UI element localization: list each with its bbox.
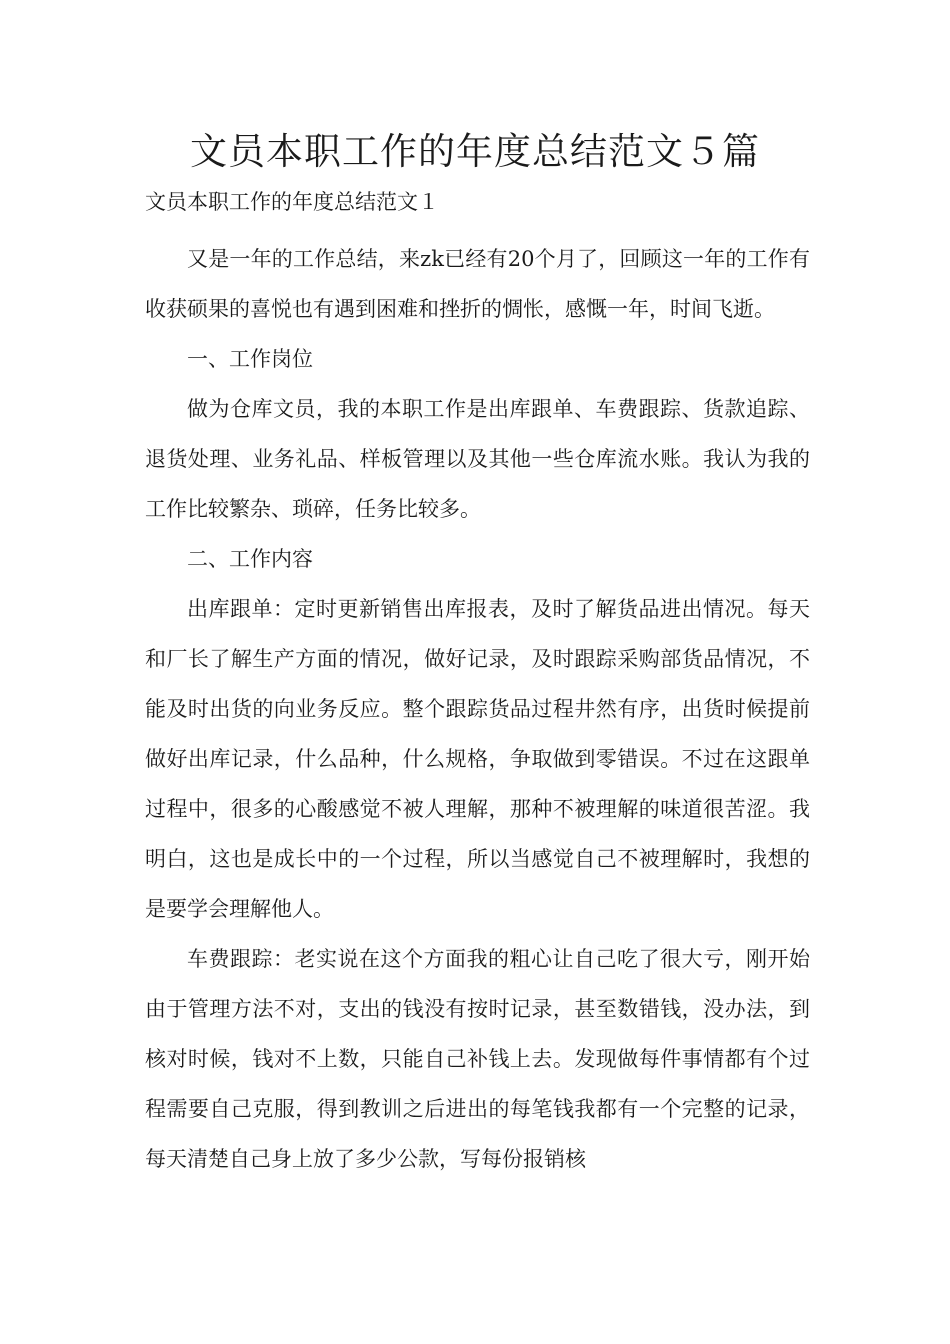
document-body (145, 183, 810, 1184)
section-heading-job-content: 二、工作内容 (187, 547, 313, 571)
section-subtitle: 文员本职工作的年度总结范文１ (145, 190, 439, 214)
intro-paragraph: 又是一年的工作总结，来zk已经有20个月了，回顾这一年的工作有收获硕果的喜悦也有遇到困难和挫折的惆怅，感慨一年，时间飞逝。 (145, 247, 810, 321)
outbound-order-paragraph: 出库跟单：定时更新销售出库报表，及时了解货品进出情况。每天和厂长了解生产方面的情况，做好记录，及时跟踪采购部货品情况，不能及时出货的向业务反应。整个跟踪货品过程井然有序，出货时候提前做好出库记录，什么品种，什么规格，争取做到零错误。不过在这跟单过程中，很多的心酸感觉不被人理解，那种不被理解的味道很苦涩。我明白，这也是成长中的一个过程，所以当感觉自己不被理解时，我想的是要学会理解他人。 (145, 597, 810, 921)
freight-tracking-paragraph: 车费跟踪：老实说在这个方面我的粗心让自己吃了很大亏，刚开始由于管理方法不对，支出的钱没有按时记录，甚至数错钱，没办法，到核对时候，钱对不上数，只能自己补钱上去。发现做每件事情都有个过程需要自己克服，得到教训之后进出的每笔钱我都有一个完整的记录，每天清楚自己身上放了多少公款，写每份报销核 (145, 947, 810, 1171)
job-position-paragraph: 做为仓库文员，我的本职工作是出库跟单、车费跟踪、货款追踪、退货处理、业务礼品、样板管理以及其他一些仓库流水账。我认为我的工作比较繁杂、琐碎，任务比较多。 (145, 397, 810, 521)
section-heading-job-position: 一、工作岗位 (187, 347, 313, 371)
document-title: 文员本职工作的年度总结范文５篇 (190, 130, 760, 173)
